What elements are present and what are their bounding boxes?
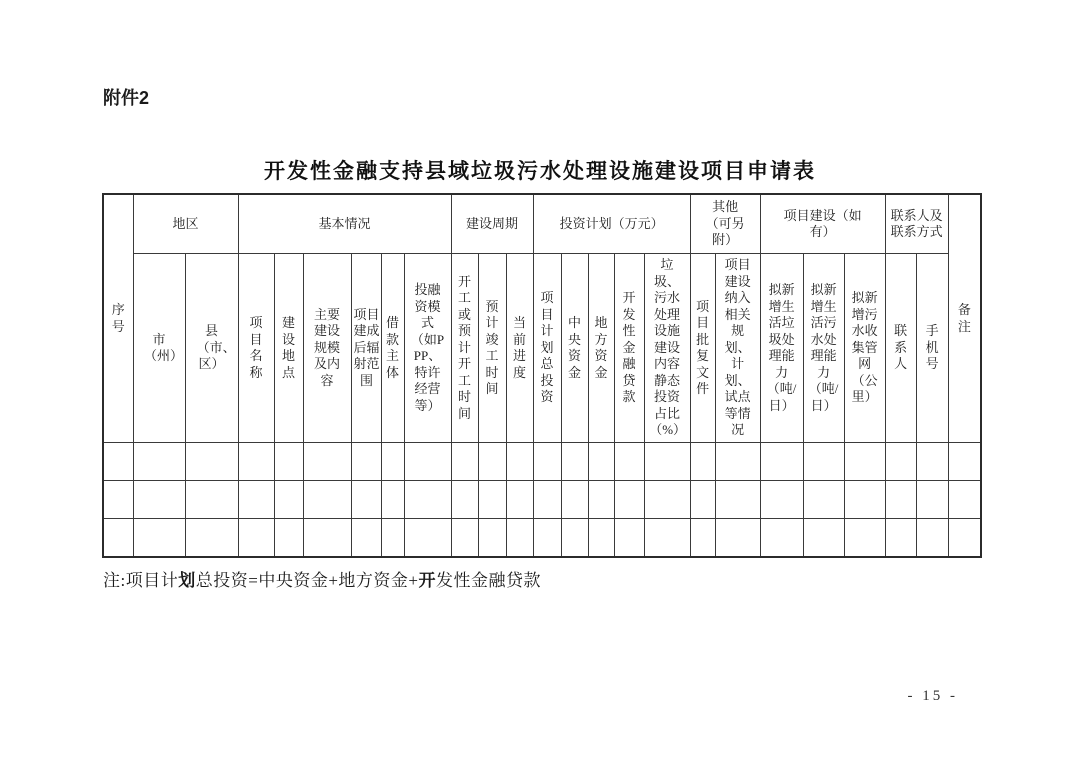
empty-cell: [238, 481, 274, 519]
empty-cell: [478, 481, 506, 519]
empty-cell: [588, 443, 614, 481]
col-header-planning-inclusion: 项目建设纳入相关规划、计划、试点等情况: [715, 254, 760, 443]
empty-cell: [588, 481, 614, 519]
empty-cell: [885, 519, 916, 558]
header-group-region: 地区: [133, 194, 238, 254]
col-header-static-investment-ratio: 垃圾、污水处理设施建设内容静态投资占比（%）: [644, 254, 690, 443]
note-bold-char: 划: [178, 571, 196, 590]
empty-cell: [614, 481, 644, 519]
empty-cell: [133, 443, 185, 481]
col-header-radiation-scope: 项目建成后辐射范围: [351, 254, 381, 443]
col-header-contact-person: 联系人: [885, 254, 916, 443]
col-header-approval-document: 项目批复文件: [690, 254, 715, 443]
col-header-local-funds: 地方资金: [588, 254, 614, 443]
col-header-start-time: 开工或预计开工时间: [451, 254, 478, 443]
col-header-current-progress: 当前进度: [506, 254, 533, 443]
empty-cell: [844, 519, 885, 558]
empty-cell: [103, 443, 133, 481]
empty-cell: [404, 481, 451, 519]
empty-cell: [803, 481, 844, 519]
header-group-construction-period: 建设周期: [451, 194, 533, 254]
col-header-city: 市（州）: [133, 254, 185, 443]
empty-cell: [916, 481, 948, 519]
empty-cell: [644, 481, 690, 519]
empty-cell: [133, 481, 185, 519]
empty-cell: [351, 443, 381, 481]
page-title: 开发性金融支持县域垃圾污水处理设施建设项目申请表: [264, 160, 816, 183]
empty-cell: [451, 519, 478, 558]
header-group-project-construction: 项目建设（如有）: [760, 194, 885, 254]
table-row: [103, 443, 981, 481]
empty-cell: [351, 519, 381, 558]
col-header-development-finance-loan: 开发性金融贷款: [614, 254, 644, 443]
empty-cell: [715, 519, 760, 558]
col-header-borrower: 借款主体: [381, 254, 404, 443]
empty-cell: [478, 519, 506, 558]
col-header-county: 县（市、区）: [185, 254, 238, 443]
empty-cell: [948, 519, 981, 558]
empty-cell: [185, 519, 238, 558]
empty-cell: [303, 443, 351, 481]
empty-cell: [916, 443, 948, 481]
empty-cell: [351, 481, 381, 519]
empty-cell: [715, 443, 760, 481]
table-note: [103, 566, 541, 591]
empty-cell: [451, 481, 478, 519]
empty-cell: [274, 519, 303, 558]
empty-cell: [760, 519, 803, 558]
col-header-new-sewage-capacity: 拟新增生活污水处理能力（吨/日）: [803, 254, 844, 443]
empty-cell: [803, 443, 844, 481]
empty-cell: [274, 481, 303, 519]
empty-cell: [303, 519, 351, 558]
empty-cell: [185, 443, 238, 481]
header-group-investment-plan: 投资计划（万元）: [533, 194, 690, 254]
empty-cell: [644, 519, 690, 558]
empty-cell: [506, 443, 533, 481]
empty-cell: [614, 519, 644, 558]
empty-cell: [185, 481, 238, 519]
empty-cell: [614, 443, 644, 481]
empty-cell: [506, 519, 533, 558]
col-header-total-planned-investment: 项目计划总投资: [533, 254, 561, 443]
empty-cell: [238, 443, 274, 481]
page-number: - 15 -: [907, 688, 958, 704]
empty-cell: [885, 443, 916, 481]
empty-cell: [533, 519, 561, 558]
col-header-new-garbage-capacity: 拟新增生活垃圾处理能力（吨/日）: [760, 254, 803, 443]
col-header-main-scale-content: 主要建设规模及内容: [303, 254, 351, 443]
empty-cell: [404, 443, 451, 481]
empty-cell: [274, 443, 303, 481]
col-header-central-funds: 中央资金: [561, 254, 588, 443]
empty-cell: [690, 519, 715, 558]
header-group-other: 其他（可另附）: [690, 194, 760, 254]
empty-cell: [451, 443, 478, 481]
empty-cell: [844, 481, 885, 519]
empty-cell: [381, 443, 404, 481]
empty-cell: [533, 481, 561, 519]
empty-cell: [103, 481, 133, 519]
empty-cell: [404, 519, 451, 558]
empty-cell: [948, 443, 981, 481]
empty-cell: [644, 443, 690, 481]
empty-cell: [715, 481, 760, 519]
empty-cell: [533, 443, 561, 481]
empty-cell: [588, 519, 614, 558]
empty-cell: [690, 481, 715, 519]
empty-cell: [381, 519, 404, 558]
empty-cell: [303, 481, 351, 519]
empty-cell: [948, 481, 981, 519]
application-table: [102, 193, 982, 558]
empty-cell: [133, 519, 185, 558]
empty-cell: [916, 519, 948, 558]
note-text: 注:项目计: [103, 571, 179, 590]
empty-cell: [506, 481, 533, 519]
empty-cell: [238, 519, 274, 558]
col-header-new-pipe-network: 拟新增污水收集管网（公里）: [844, 254, 885, 443]
col-header-construction-site: 建设地点: [274, 254, 303, 443]
header-group-contact-info: 联系人及联系方式: [885, 194, 948, 254]
attachment-label: 附件2: [103, 88, 150, 108]
header-serial-number: 序号: [103, 194, 133, 443]
empty-cell: [760, 481, 803, 519]
col-header-financing-mode: 投融资模式（如PPP、特许经营等）: [404, 254, 451, 443]
empty-cell: [844, 443, 885, 481]
empty-cell: [803, 519, 844, 558]
empty-cell: [561, 519, 588, 558]
empty-cell: [103, 519, 133, 558]
note-text: 发性金融贷款: [436, 571, 541, 590]
empty-cell: [760, 443, 803, 481]
col-header-project-name: 项目名称: [238, 254, 274, 443]
table-body: [103, 443, 981, 558]
empty-cell: [885, 481, 916, 519]
empty-cell: [561, 443, 588, 481]
header-group-basic-info: 基本情况: [238, 194, 451, 254]
empty-cell: [478, 443, 506, 481]
header-remarks: 备注: [948, 194, 981, 443]
note-text: 总投资=中央资金+地方资金+: [195, 571, 419, 590]
table-row: [103, 519, 981, 558]
table-row: [103, 481, 981, 519]
empty-cell: [690, 443, 715, 481]
note-bold-char: 开: [418, 571, 436, 590]
empty-cell: [561, 481, 588, 519]
empty-cell: [381, 481, 404, 519]
col-header-completion-time: 预计竣工时间: [478, 254, 506, 443]
col-header-mobile-number: 手机号: [916, 254, 948, 443]
